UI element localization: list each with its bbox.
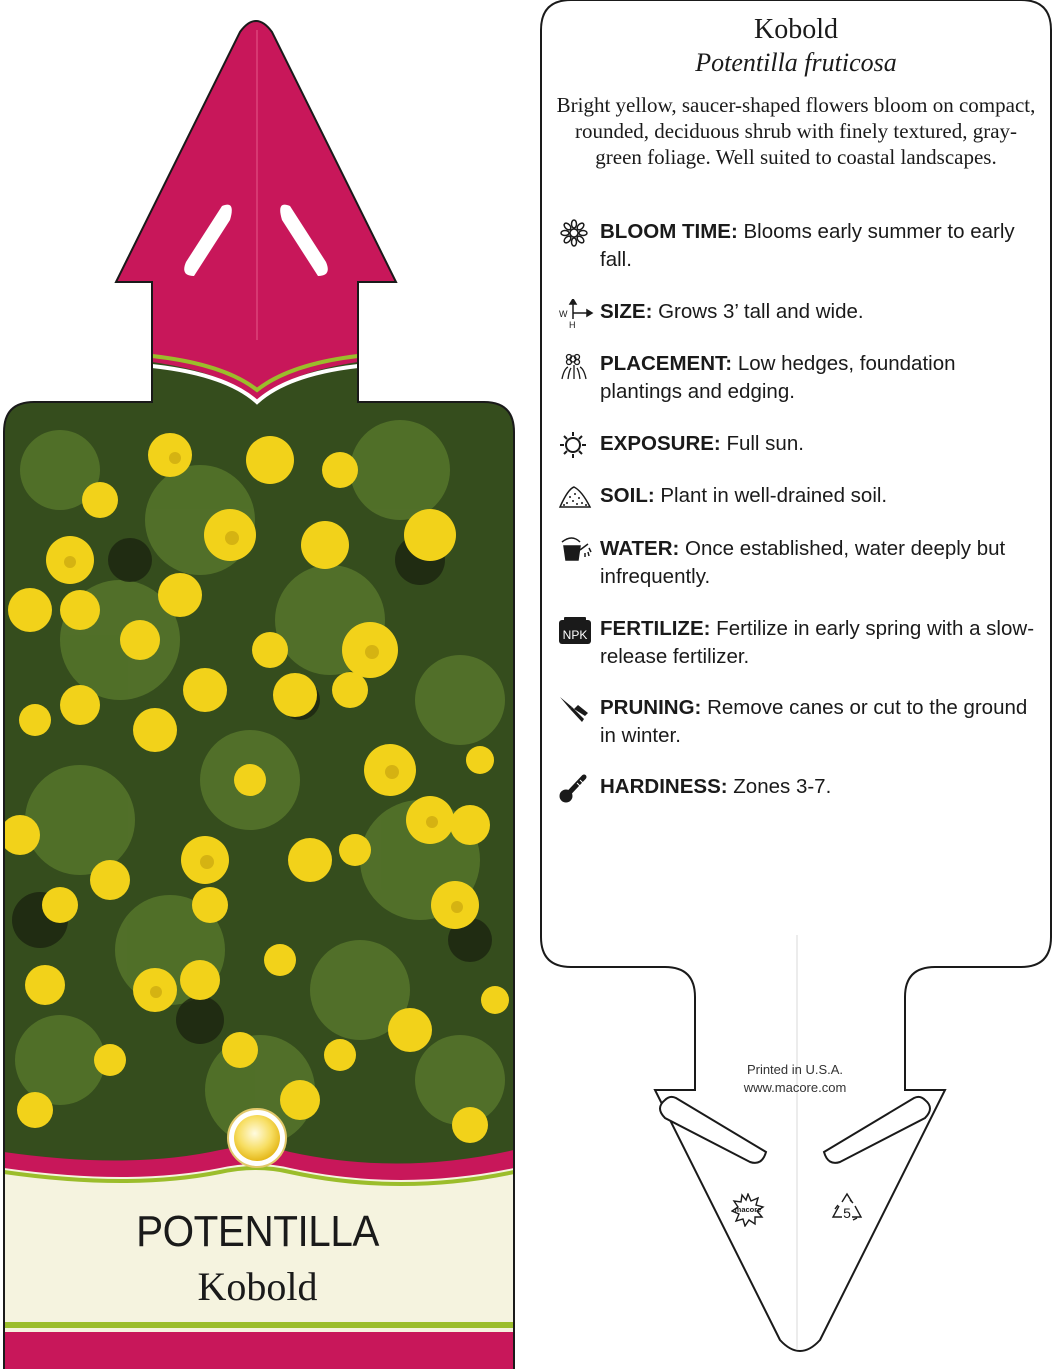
placement-icon <box>558 351 594 381</box>
care-bloom-time <box>558 218 1038 274</box>
care-pruning <box>558 694 1038 750</box>
bloom-time-label: BLOOM TIME: <box>600 220 738 243</box>
tag-arrow-top <box>116 21 396 380</box>
size-label: SIZE: <box>600 300 653 323</box>
website-link[interactable]: www.macore.com <box>743 1080 847 1095</box>
exposure-label: EXPOSURE: <box>600 432 721 455</box>
soil-value: Plant in well-drained soil. <box>660 484 888 507</box>
care-exposure <box>558 430 1038 458</box>
care-water <box>558 535 1038 591</box>
soil-icon <box>558 483 594 513</box>
care-fertilize <box>558 615 1038 671</box>
watering-can-icon <box>558 536 594 566</box>
pruning-label: PRUNING: <box>600 696 702 719</box>
npk-text: NPK <box>562 628 588 642</box>
size-icon-h: H <box>569 320 576 329</box>
water-label: WATER: <box>600 537 680 560</box>
back-title: Kobold <box>754 14 838 45</box>
care-soil <box>558 482 1038 510</box>
macore-logo <box>731 1193 765 1227</box>
bloom-time-value: Blooms early summer to early fall. <box>600 220 1015 271</box>
plant-name: POTENTILLA <box>136 1207 379 1256</box>
flower-icon <box>558 219 594 249</box>
front-tag <box>0 21 520 1369</box>
exposure-value: Full sun. <box>726 432 804 455</box>
water-value: Once established, water deeply but infrequently. <box>600 537 1006 588</box>
placement-label: PLACEMENT: <box>600 352 733 375</box>
hardiness-label: HARDINESS: <box>600 775 728 798</box>
sun-icon <box>558 431 594 461</box>
fertilize-label: FERTILIZE: <box>600 617 711 640</box>
variety-name: Kobold <box>197 1264 318 1309</box>
size-icon <box>558 299 594 329</box>
thermometer-icon <box>558 774 594 804</box>
back-tag <box>541 0 1051 1351</box>
fertilize-value: Fertilize in early spring with a slow-release fertilizer. <box>600 617 1035 668</box>
size-value: Grows 3’ tall and wide. <box>658 300 864 323</box>
recycle-number: 5 <box>843 1205 851 1221</box>
care-hardiness <box>558 773 1038 801</box>
latin-name: Potentilla fruticosa <box>695 48 897 77</box>
pruners-icon <box>558 695 594 725</box>
printed-in: Printed in U.S.A. <box>746 1062 844 1077</box>
care-placement <box>558 350 1038 406</box>
macore-logo-text: macore <box>734 1205 762 1214</box>
plant-description: Bright yellow, saucer-shaped flowers bloom on compact, rounded, deciduous shrub with finely textured, gray-green foliage. Well suited to coastal landscapes. <box>556 93 1036 169</box>
soil-label: SOIL: <box>600 484 655 507</box>
size-icon-w: W <box>559 309 568 319</box>
placement-value: Low hedges, foundation plantings and edging. <box>600 352 956 403</box>
pruning-value: Remove canes or cut to the ground in winter. <box>600 696 1028 747</box>
recycle-icon <box>830 1192 864 1224</box>
hardiness-value: Zones 3-7. <box>733 775 832 798</box>
npk-icon <box>558 616 594 646</box>
care-size <box>558 298 1038 329</box>
